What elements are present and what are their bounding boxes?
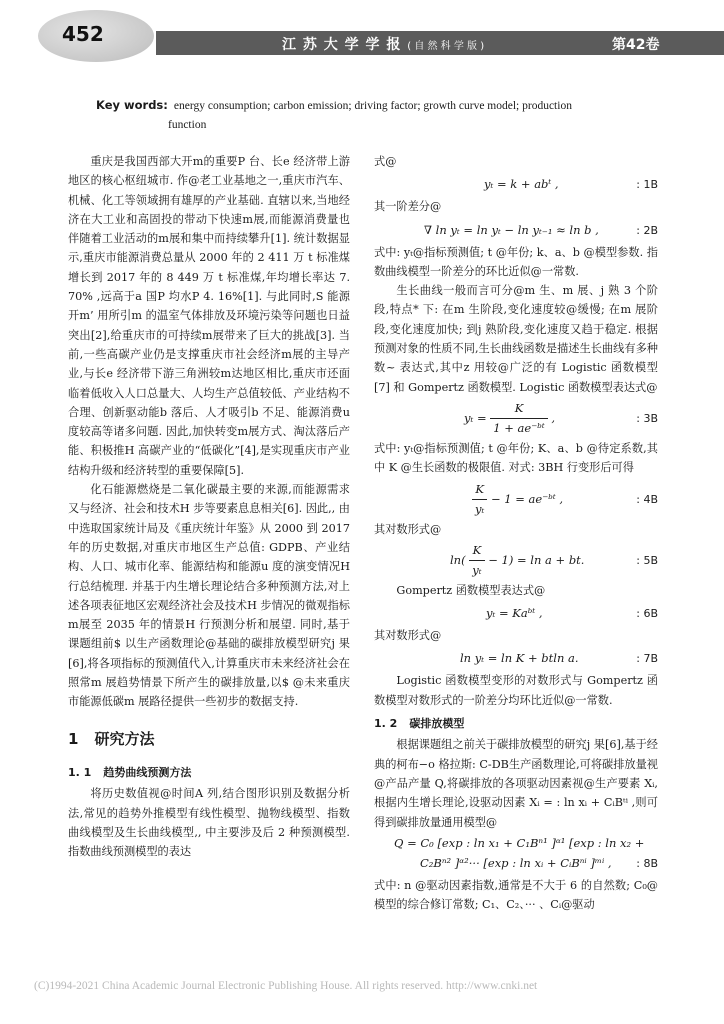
equation-7-body: ln yₜ = ln K + btln a. [460,651,579,666]
equation-1-number: : 1B [636,178,658,192]
equation-5-denominator: yₜ [472,563,482,578]
equation-4-fraction [472,480,487,520]
intro-paragraph-1: 重庆是我国西部大开m的重要P 台、长e 经济带上游地区的核心枢纽城市. 作@老工业基地之一,重庆市汽车、机械、化工等领域拥有雄厚的产业基础. 直辖以来,当地经济在大工业和高固投的带动下快速m展,而能源消费量也伴随着工业活动的m展和集中而持续攀升[1]. 统计数据显示,重庆市能源消费总量从 2000 年的 2 411 万 t 标准煤增长到 2017 年的 8 449 万 t 标准煤,年均增长率达 7. 70% ,远高于a 国P 均水P 4. 16%[1]. 与此同时,S 能源开m’ 用所引m 的温室气体排放及环境污染等问题也日益突出[2],给重庆市的可持续m展带来了巨大的挑战[3]. 当前,一些高碳产业仍是支撑重庆市社会经济m展的主导产业,与长e 经济带下游三角洲较m达地区相比,重庆市还面临着低收入人口总量大、人均生产总值较低、产业结构不合理、创新驱动能b 落后、人才吸引b 不足、能源消费u 度较高等诸多问题. 因此,加快转变m展方式、淘汰落后产能、积极推H 高碳产业的“低碳化”[4],是实现重庆市产业结构升级和经济转型的重要保障[5]. [68,155,350,477]
equation-5-prefix: ln( [450,552,466,567]
journal-title-main: 江 苏 大 学 学 报 [282,37,402,53]
keywords-block [96,96,656,135]
equation-4-tail: − 1 = ae⁻ᵇᵗ , [491,491,564,506]
keywords-line1: energy consumption; carbon emission; driving factor; growth curve model; production [173,100,572,112]
equation-4 [374,480,658,518]
keywords-label: Key words: [96,98,168,112]
equation-2-explanation: 式中: yₜ@指标预测值; t @年份; k、a、b @模型参数. 指数曲线模型一阶差分的环比近似@一常数. [374,245,658,278]
equation-4-numerator: K [472,480,487,500]
log-form-intro-1: 其对数形式@ [374,522,442,536]
gompertz-intro: Gompertz 函数模型表达式@ [396,583,546,597]
page-header [0,0,724,72]
subsection-1-1-paragraph: 将历史数值视@时间A 列,结合图形识别及数据分析法,常见的趋势外推模型有线性模型、抛物线模型、指数曲线模型及生长曲线模型,, 中主要涉及后 2 种预测模型. 指数曲线预测模型的表达 [68,787,350,859]
left-column [68,152,350,861]
subsection-1-1-number: 1. 1 [68,765,92,779]
equation-6 [374,602,658,624]
equation-4-number: : 4B [636,492,658,506]
section-1-number: 1 [68,729,79,748]
equation-5-number: : 5B [636,553,658,567]
model-comparison-paragraph: Logistic 函数模型变形的对数形式与 Gompertz 函数模型对数形式的一阶差分均环比近似@一常数. [374,674,658,707]
equation-8 [374,834,658,874]
equation-3-number: : 3B [636,411,658,425]
carbon-model-paragraph: 根据课题组之前关于碳排放模型的研究j 果[6],基于经典的柯布−o 格拉斯: C-DB生产函数理论,可将碳排放量视@产品产量 Q,将碳排放的各项驱动因素视@生产要素 Xᵢ,根据内生增长理论,设驱动因素 Xᵢ = : ln xᵢ + CᵢBᵗⁱ ,则可得到碳排放量通用模型@ [374,738,658,829]
equation-5 [374,541,658,579]
equation-3-denominator: 1 + ae⁻ᵇᵗ [493,421,545,436]
subsection-1-1-heading [68,763,350,782]
equation-8-explanation: 式中: n @驱动因素指数,通常是不大于 6 的自然数; C₀@模型的综合修订常数; C₁、C₂、··· 、Cᵢ@驱动 [374,878,658,912]
subsection-1-2-heading [374,714,658,733]
equation-8-line-1: Q = C₀ [exp : ln x₁ + C₁Bⁿ¹ ]ᵅ¹ [exp : ln x₂ + [394,835,645,850]
log-form-intro-2: 其对数形式@ [374,629,442,643]
keywords-line2: function [168,119,207,131]
equation-3-fraction [490,399,547,439]
equation-2 [374,219,658,241]
copyright-footer: (C)1994-2021 China Academic Journal Electronic Publishing House. All rights reserved. http://www.cnki.net [34,980,538,992]
equation-5-tail: − 1) = ln a + bt. [488,552,585,567]
section-1-title: 研究方法 [94,729,155,748]
equation-2-number: : 2B [636,223,658,237]
section-1-heading [68,730,350,749]
equation-3 [374,399,658,437]
right-column [374,152,658,914]
subsection-1-2-number: 1. 2 [374,717,398,731]
journal-subtitle: ( 自 然 科 学 版 ) [407,41,485,52]
page-number: 452 [62,22,104,46]
intro-paragraph-2: 化石能源燃烧是二氧化碳最主要的来源,而能源需求又与经济、社会和技术H 步等要素息息相关[6]. 因此,, 由中选取国家统计局及《重庆统计年鉴》从 2000 到 2017 年的历史数据,对重庆市地区生产总值: GDPB、产业结构、人口、城市化率、能源结构和能源u 度的演变情况H 行总结梳理. 并基于内生增长理论结合多种预测方法,对上述各项表征地区宏观经济社会及技术H 步情况的微观指标m展至 2035 年的情景H 行预测分析和展望. 同时,基于课题组前$ 以生产函数理论@基础的碳排放模型研究j 果[6],将各项指标的预测值代入,计算重庆市未来经济社会在照常m 展趋势情景下所产生的碳排放量,以$ @未来重庆市能源低碳m 展路径提供一些初步的数据支持. [68,483,350,709]
volume-label: 第42卷 [612,37,660,53]
equation-7 [374,647,658,669]
equation-6-body: yₜ = Kaᵇᵗ , [486,606,543,621]
equation-4-denominator: yₜ [475,501,485,516]
subsection-1-2-title: 碳排放模型 [409,717,465,731]
growth-curve-paragraph: 生长曲线一般而言可分@m 生、m 展、j 熟 3 个阶段,特点* 下: 在m 生阶段,变化速度较@缓慢; 在m 展阶段,变化速度加快; 到j 熟阶段,变化速度又趋于稳定. 根据预测对象的性质不同,生长曲线函数是描述生长曲线有多种数~ 表达式,其中z 用较@广泛的有 Logistic 函数模型[7] 和 Gompertz 函数模型. Logistic 函数模型表达式@ [374,284,658,394]
equation-3-lhs: yₜ = [464,410,487,425]
equation-5-numerator: K [469,541,484,561]
equation-1 [374,173,658,195]
formula-intro: 式@ [374,155,397,168]
equation-1-body: yₜ = k + abᵗ , [484,177,559,192]
equation-5-fraction [469,541,484,581]
equation-8-line-2: C₂Bⁿ² ]ᵅ²··· [exp : ln xᵢ + CᵢBⁿⁱ ]ᵐⁱ , [420,855,612,870]
equation-7-number: : 7B [636,652,658,666]
equation-6-number: : 6B [636,607,658,621]
equation-3-explanation: 式中: yₜ@指标预测值; t @年份; K、a、b @待定系数,其中 K @生长函数的极限值. 对式: 3BH 行变形后可得 [374,441,658,475]
equation-3-numerator: K [490,399,547,419]
journal-title [282,34,484,54]
subsection-1-1-title: 趋势曲线预测方法 [103,765,192,779]
equation-3-tail: , [551,410,556,425]
equation-2-body: ∇ ln yₜ = ln yₜ − ln yₜ₋₁ ≈ ln b , [424,222,599,237]
equation-8-number: : 8B [636,856,658,870]
difference-intro: 其一阶差分@ [374,200,442,214]
